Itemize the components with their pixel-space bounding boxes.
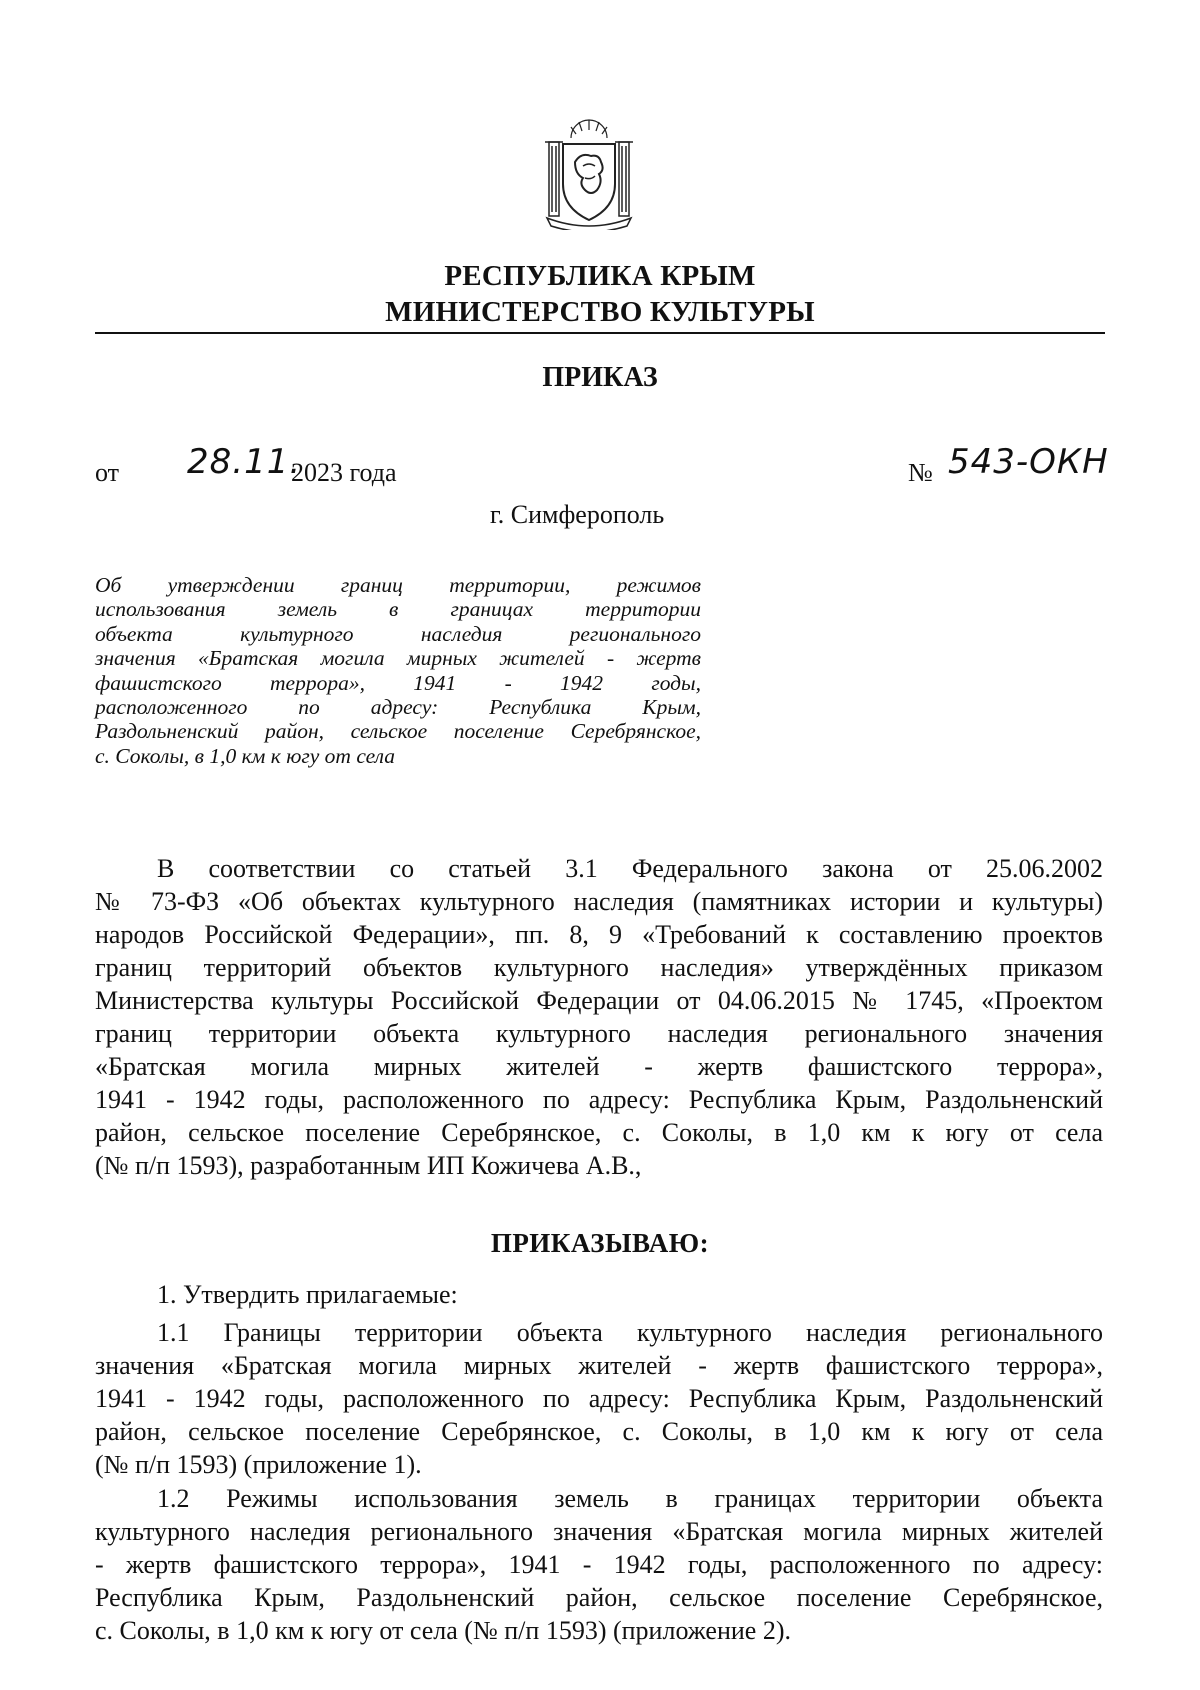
- preamble-line: (№ п/п 1593), разработанным ИП Кожичева А.В.,: [95, 1151, 642, 1180]
- handwritten-date: 28.11.: [187, 442, 302, 482]
- preamble-line: район, сельское поселение Серебрянское, с. Соколы, в 1,0 км к югу от села: [95, 1118, 1103, 1147]
- item-1-2-line: Республика Крым, Раздольненский район, сельское поселение Серебрянское,: [95, 1583, 1103, 1612]
- crimea-coat-of-arms-icon: [541, 118, 637, 230]
- item-1-2-line: культурного наследия регионального значения «Братская могила мирных жителей: [95, 1517, 1103, 1546]
- subject-line: Раздольненский район, сельское поселение Серебрянское,: [95, 719, 701, 744]
- item-1-2-line: - жертв фашистского террора», 1941 - 1942 годы, расположенного по адресу:: [95, 1550, 1103, 1579]
- number-prefix: №: [908, 458, 933, 487]
- subject-line: объекта культурного наследия регионального: [95, 621, 701, 646]
- preamble-line: «Братская могила мирных жителей - жертв фашистского террора»,: [95, 1052, 1103, 1081]
- item-1: [95, 1278, 1103, 1311]
- preamble-line: народов Российской Федерации», пп. 8, 9 «Требований к составлению проектов: [95, 920, 1103, 949]
- republic-title: РЕСПУБЛИКА КРЫМ: [444, 260, 756, 292]
- item-1-1-line: 1941 - 1942 годы, расположенного по адресу: Республика Крым, Раздольненский: [95, 1384, 1103, 1413]
- preamble-line: Министерства культуры Российской Федерации от 04.06.2015 № 1745, «Проектом: [95, 986, 1103, 1015]
- date-prefix: от: [95, 458, 120, 487]
- order-subject: [95, 573, 701, 768]
- subject-line: расположенного по адресу: Республика Крым,: [95, 695, 701, 720]
- ministry-title: МИНИСТЕРСТВО КУЛЬТУРЫ: [385, 296, 815, 328]
- header-divider: [95, 332, 1105, 334]
- preamble-line: 1941 - 1942 годы, расположенного по адресу: Республика Крым, Раздольненский: [95, 1085, 1103, 1114]
- preamble-line: В соответствии со статьей 3.1 Федерального закона от 25.06.2002: [157, 854, 1103, 883]
- command-heading: ПРИКАЗЫВАЮ:: [490, 1228, 710, 1258]
- subject-line: с. Соколы, в 1,0 км к югу от села: [95, 743, 395, 768]
- item-1-1: [95, 1316, 1103, 1481]
- item-1-1-line: 1.1 Границы территории объекта культурного наследия регионального: [157, 1318, 1103, 1347]
- subject-line: Об утверждении границ территории, режимов: [95, 573, 701, 597]
- subject-line: значения «Братская могила мирных жителей - жертв: [95, 646, 701, 671]
- city: г. Симферополь: [490, 500, 665, 529]
- item-1-1-line: значения «Братская могила мирных жителей - жертв фашистского террора»,: [95, 1351, 1103, 1380]
- document-type: ПРИКАЗ: [542, 362, 658, 393]
- order-number: [908, 442, 1109, 488]
- preamble-line: границ территории объекта культурного наследия регионального значения: [95, 1019, 1103, 1048]
- preamble-line: границ территорий объектов культурного наследия» утверждённых приказом: [95, 953, 1103, 982]
- subject-line: использования земель в границах территории: [95, 597, 701, 622]
- item-1-2: [95, 1482, 1103, 1647]
- item-1-1-line: район, сельское поселение Серебрянское, с. Соколы, в 1,0 км к югу от села: [95, 1417, 1103, 1446]
- item-1-line: 1. Утвердить прилагаемые:: [157, 1280, 458, 1309]
- item-1-2-line: 1.2 Режимы использования земель в границах территории объекта: [157, 1484, 1103, 1513]
- date-year: 2023 года: [291, 458, 397, 487]
- item-1-2-line: с. Соколы, в 1,0 км к югу от села (№ п/п 1593) (приложение 2).: [95, 1616, 791, 1645]
- preamble-paragraph: [95, 852, 1103, 1182]
- handwritten-number: 543-ОКН: [948, 442, 1109, 482]
- subject-line: фашистского террора», 1941 - 1942 годы,: [95, 670, 701, 695]
- preamble-line: № 73-ФЗ «Об объектах культурного наследия (памятниках истории и культуры): [95, 887, 1103, 916]
- item-1-1-line: (№ п/п 1593) (приложение 1).: [95, 1450, 422, 1479]
